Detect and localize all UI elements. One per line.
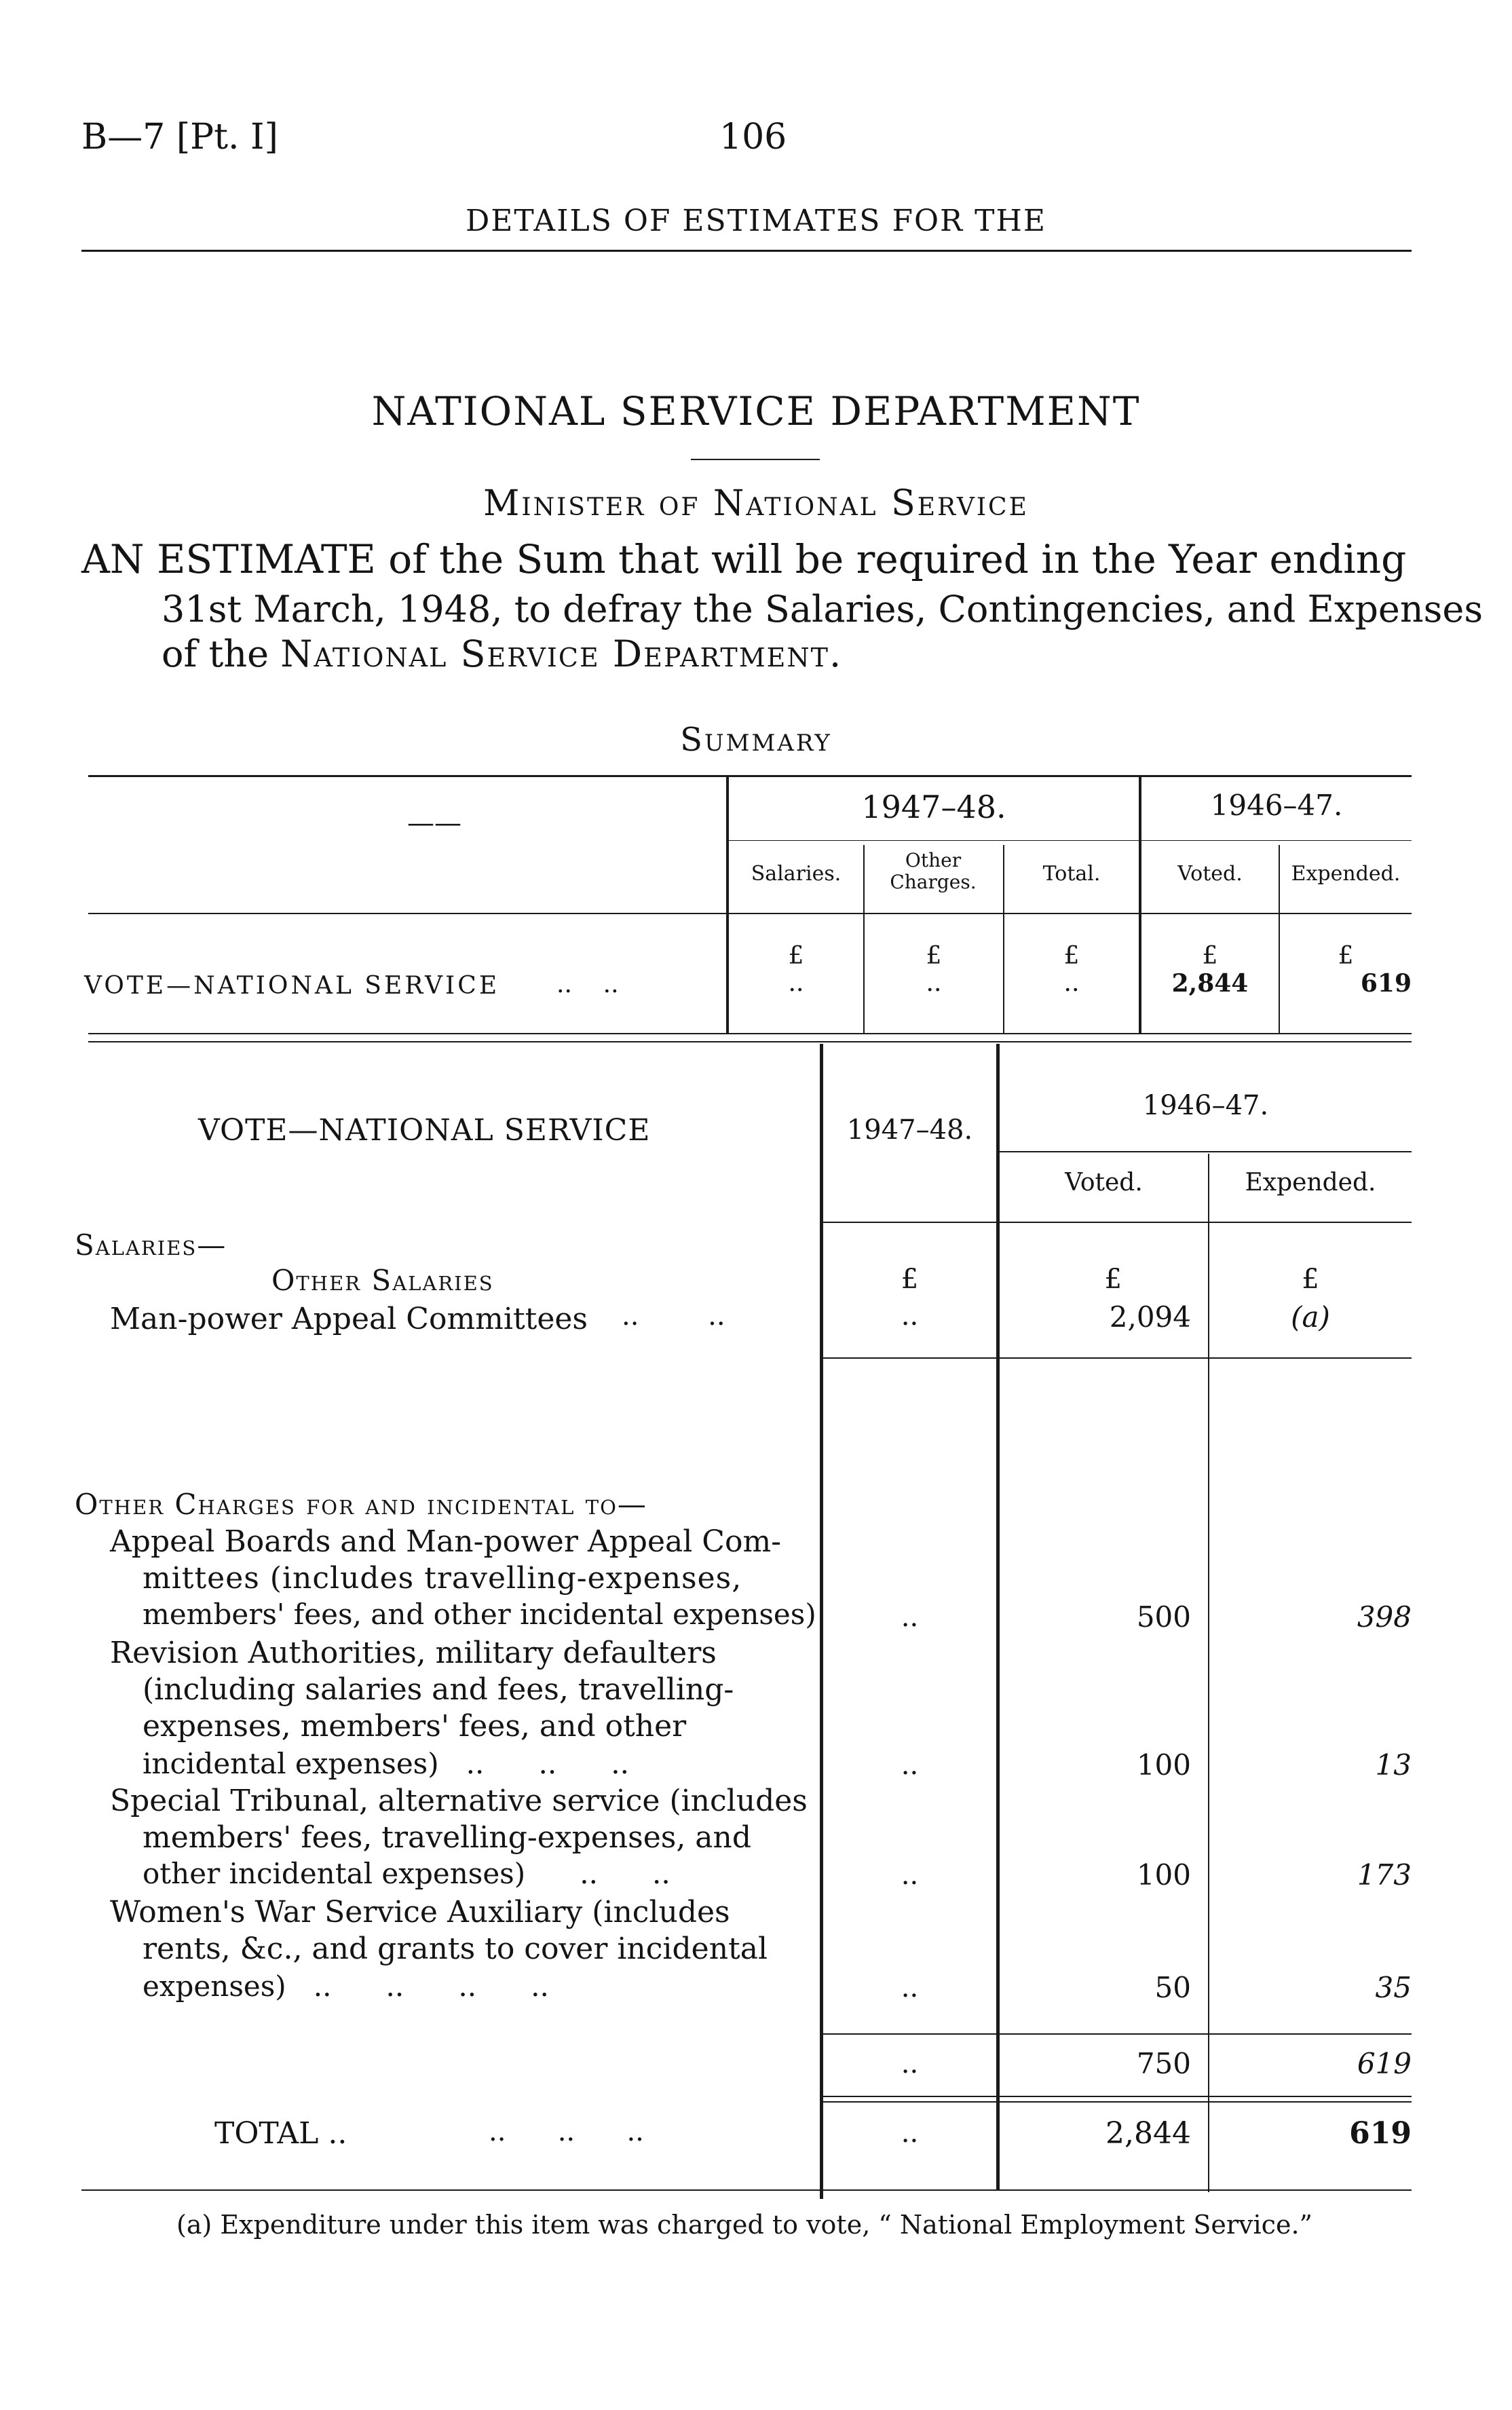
salary-item-expended: (a): [1291, 1300, 1330, 1334]
other-charges-heading: Other Charges for and incidental to—: [75, 1488, 647, 1521]
charge-item-3-line-2: members' fees, travelling-expenses, and: [143, 1820, 752, 1855]
salary-item-voted: 2,094: [1109, 1300, 1191, 1334]
charge-item-3-current: ..: [901, 1860, 919, 1891]
header-rule: [81, 250, 1412, 252]
page-ref: B—7 [Pt. I]: [81, 117, 278, 157]
summary-currency-voted: £: [1202, 942, 1218, 970]
estimate-line-3-dept: National Service Department: [280, 633, 829, 675]
charge-item-1-line-2: mittees (includes travelling-expenses,: [143, 1561, 742, 1596]
vote-subheader-rule: [999, 1151, 1412, 1152]
summary-row-leader: .. ..: [556, 971, 619, 998]
charge-item-1-line-3: members' fees, and other incidental expenses): [143, 1598, 816, 1631]
summary-header-rule: [88, 913, 1412, 914]
summary-subheader-rule: [727, 840, 1412, 841]
charge-item-1-expended: 398: [1357, 1600, 1412, 1634]
estimate-line-3-pre: of the: [162, 633, 281, 675]
vote-col-previous: 1946–47.: [1142, 1090, 1269, 1121]
charge-item-1-current: ..: [901, 1602, 919, 1633]
vote-salaries-rule: [823, 1357, 1412, 1359]
vote-bottom-rule: [81, 2189, 1412, 2191]
vote-col-voted: Voted.: [1065, 1169, 1143, 1197]
summary-year-previous: 1946–47.: [1210, 789, 1343, 822]
total-leader: .. .. ..: [489, 2116, 644, 2147]
vote-subtotal-rule: [823, 2033, 1412, 2035]
salaries-heading: Salaries—: [75, 1228, 227, 1262]
summary-currency-other: £: [926, 942, 942, 970]
summary-heading: Summary: [680, 721, 832, 759]
summary-year-current: 1947–48.: [861, 789, 1006, 825]
charge-item-2-line-4: incidental expenses) .. .. ..: [143, 1747, 629, 1780]
charge-item-2-current: ..: [901, 1750, 919, 1781]
vote-col-current: 1947–48.: [846, 1114, 973, 1146]
page-number: 106: [719, 117, 787, 157]
summary-bottom-rule-2: [88, 1041, 1412, 1042]
charge-item-1-line-1: Appeal Boards and Man-power Appeal Com-: [110, 1524, 782, 1559]
summary-total-value: ..: [1063, 969, 1080, 997]
footnote: (a) Expenditure under this item was charged to vote, “ National Employment Service.”: [176, 2210, 1312, 2240]
summary-col-total: Total.: [1042, 862, 1101, 886]
estimate-line-1: AN ESTIMATE of the Sum that will be required in the Year ending: [81, 536, 1407, 582]
charge-item-4-line-2: rents, &c., and grants to cover incidental: [143, 1932, 768, 1966]
summary-col-voted: Voted.: [1177, 862, 1243, 886]
vote-header-rule: [823, 1222, 1412, 1223]
estimate-line-3-post: .: [829, 633, 842, 675]
summary-col-salaries: Salaries.: [751, 862, 842, 886]
title-rule: [691, 459, 820, 460]
charge-item-2-line-3: expenses, members' fees, and other: [143, 1709, 687, 1744]
vote-col-expended: Expended.: [1245, 1169, 1376, 1197]
salaries-currency-expended: £: [1302, 1264, 1319, 1295]
salary-item-label: Man-power Appeal Committees: [110, 1302, 588, 1336]
charge-item-1-voted: 500: [1136, 1600, 1191, 1634]
summary-col-other-charges: Other Charges.: [890, 849, 977, 893]
vote-total-rule-2: [823, 2101, 1412, 2103]
charge-item-3-line-1: Special Tribunal, alternative service (includes: [110, 1784, 808, 1818]
summary-salaries-value: ..: [788, 969, 804, 997]
subtotal-expended: 619: [1357, 2047, 1412, 2080]
estimate-line-3: [162, 633, 841, 675]
salary-item-current: ..: [901, 1300, 919, 1332]
summary-col-expended: Expended.: [1291, 862, 1401, 886]
vote-heading: VOTE—NATIONAL SERVICE: [198, 1113, 651, 1148]
subtotal-current: ..: [901, 2048, 919, 2079]
charge-item-2-expended: 13: [1375, 1748, 1412, 1782]
summary-voted-value: 2,844: [1171, 969, 1249, 998]
charge-item-2-voted: 100: [1136, 1748, 1191, 1782]
total-current: ..: [901, 2117, 919, 2149]
estimate-line-2: 31st March, 1948, to defray the Salaries, Contingencies, and Expenses: [162, 588, 1483, 630]
charge-item-4-line-1: Women's War Service Auxiliary (includes: [110, 1895, 730, 1929]
summary-currency-total: £: [1063, 942, 1080, 970]
summary-other-value: ..: [926, 969, 942, 997]
charge-item-2-line-1: Revision Authorities, military defaulters: [110, 1636, 717, 1670]
department-title: NATIONAL SERVICE DEPARTMENT: [371, 388, 1141, 434]
summary-bottom-rule-1: [88, 1033, 1412, 1034]
summary-expended-value: 619: [1360, 969, 1412, 998]
charge-item-3-expended: 173: [1357, 1858, 1412, 1891]
charge-item-4-expended: 35: [1375, 1971, 1412, 2004]
salaries-currency-voted: £: [1104, 1264, 1122, 1295]
vote-total-rule-1: [823, 2096, 1412, 2097]
subtotal-voted: 750: [1136, 2047, 1191, 2080]
summary-row-label: VOTE—NATIONAL SERVICE: [84, 972, 500, 1000]
charge-item-4-line-3: expenses) .. .. .. ..: [143, 1970, 549, 2003]
charge-item-2-line-2: (including salaries and fees, travelling-: [143, 1672, 734, 1707]
charge-item-3-voted: 100: [1136, 1858, 1191, 1891]
summary-top-rule: [88, 775, 1412, 777]
charge-item-4-current: ..: [901, 1972, 919, 2003]
salaries-currency-current: £: [901, 1264, 919, 1295]
summary-currency-expended: £: [1338, 942, 1354, 970]
minister-title: Minister of National Service: [483, 483, 1029, 524]
total-voted: 2,844: [1105, 2116, 1191, 2151]
summary-dash: ——: [407, 808, 461, 839]
other-salaries-heading: Other Salaries: [271, 1264, 494, 1297]
total-label: TOTAL ..: [214, 2116, 347, 2151]
charge-item-4-voted: 50: [1154, 1971, 1191, 2004]
summary-vline-2: [863, 845, 865, 1033]
salary-item-leader: .. ..: [622, 1300, 725, 1332]
total-expended: 619: [1349, 2116, 1412, 2151]
running-title: DETAILS OF ESTIMATES FOR THE: [466, 204, 1046, 238]
summary-currency-salaries: £: [788, 942, 804, 970]
charge-item-3-line-3: other incidental expenses) .. ..: [143, 1857, 670, 1890]
